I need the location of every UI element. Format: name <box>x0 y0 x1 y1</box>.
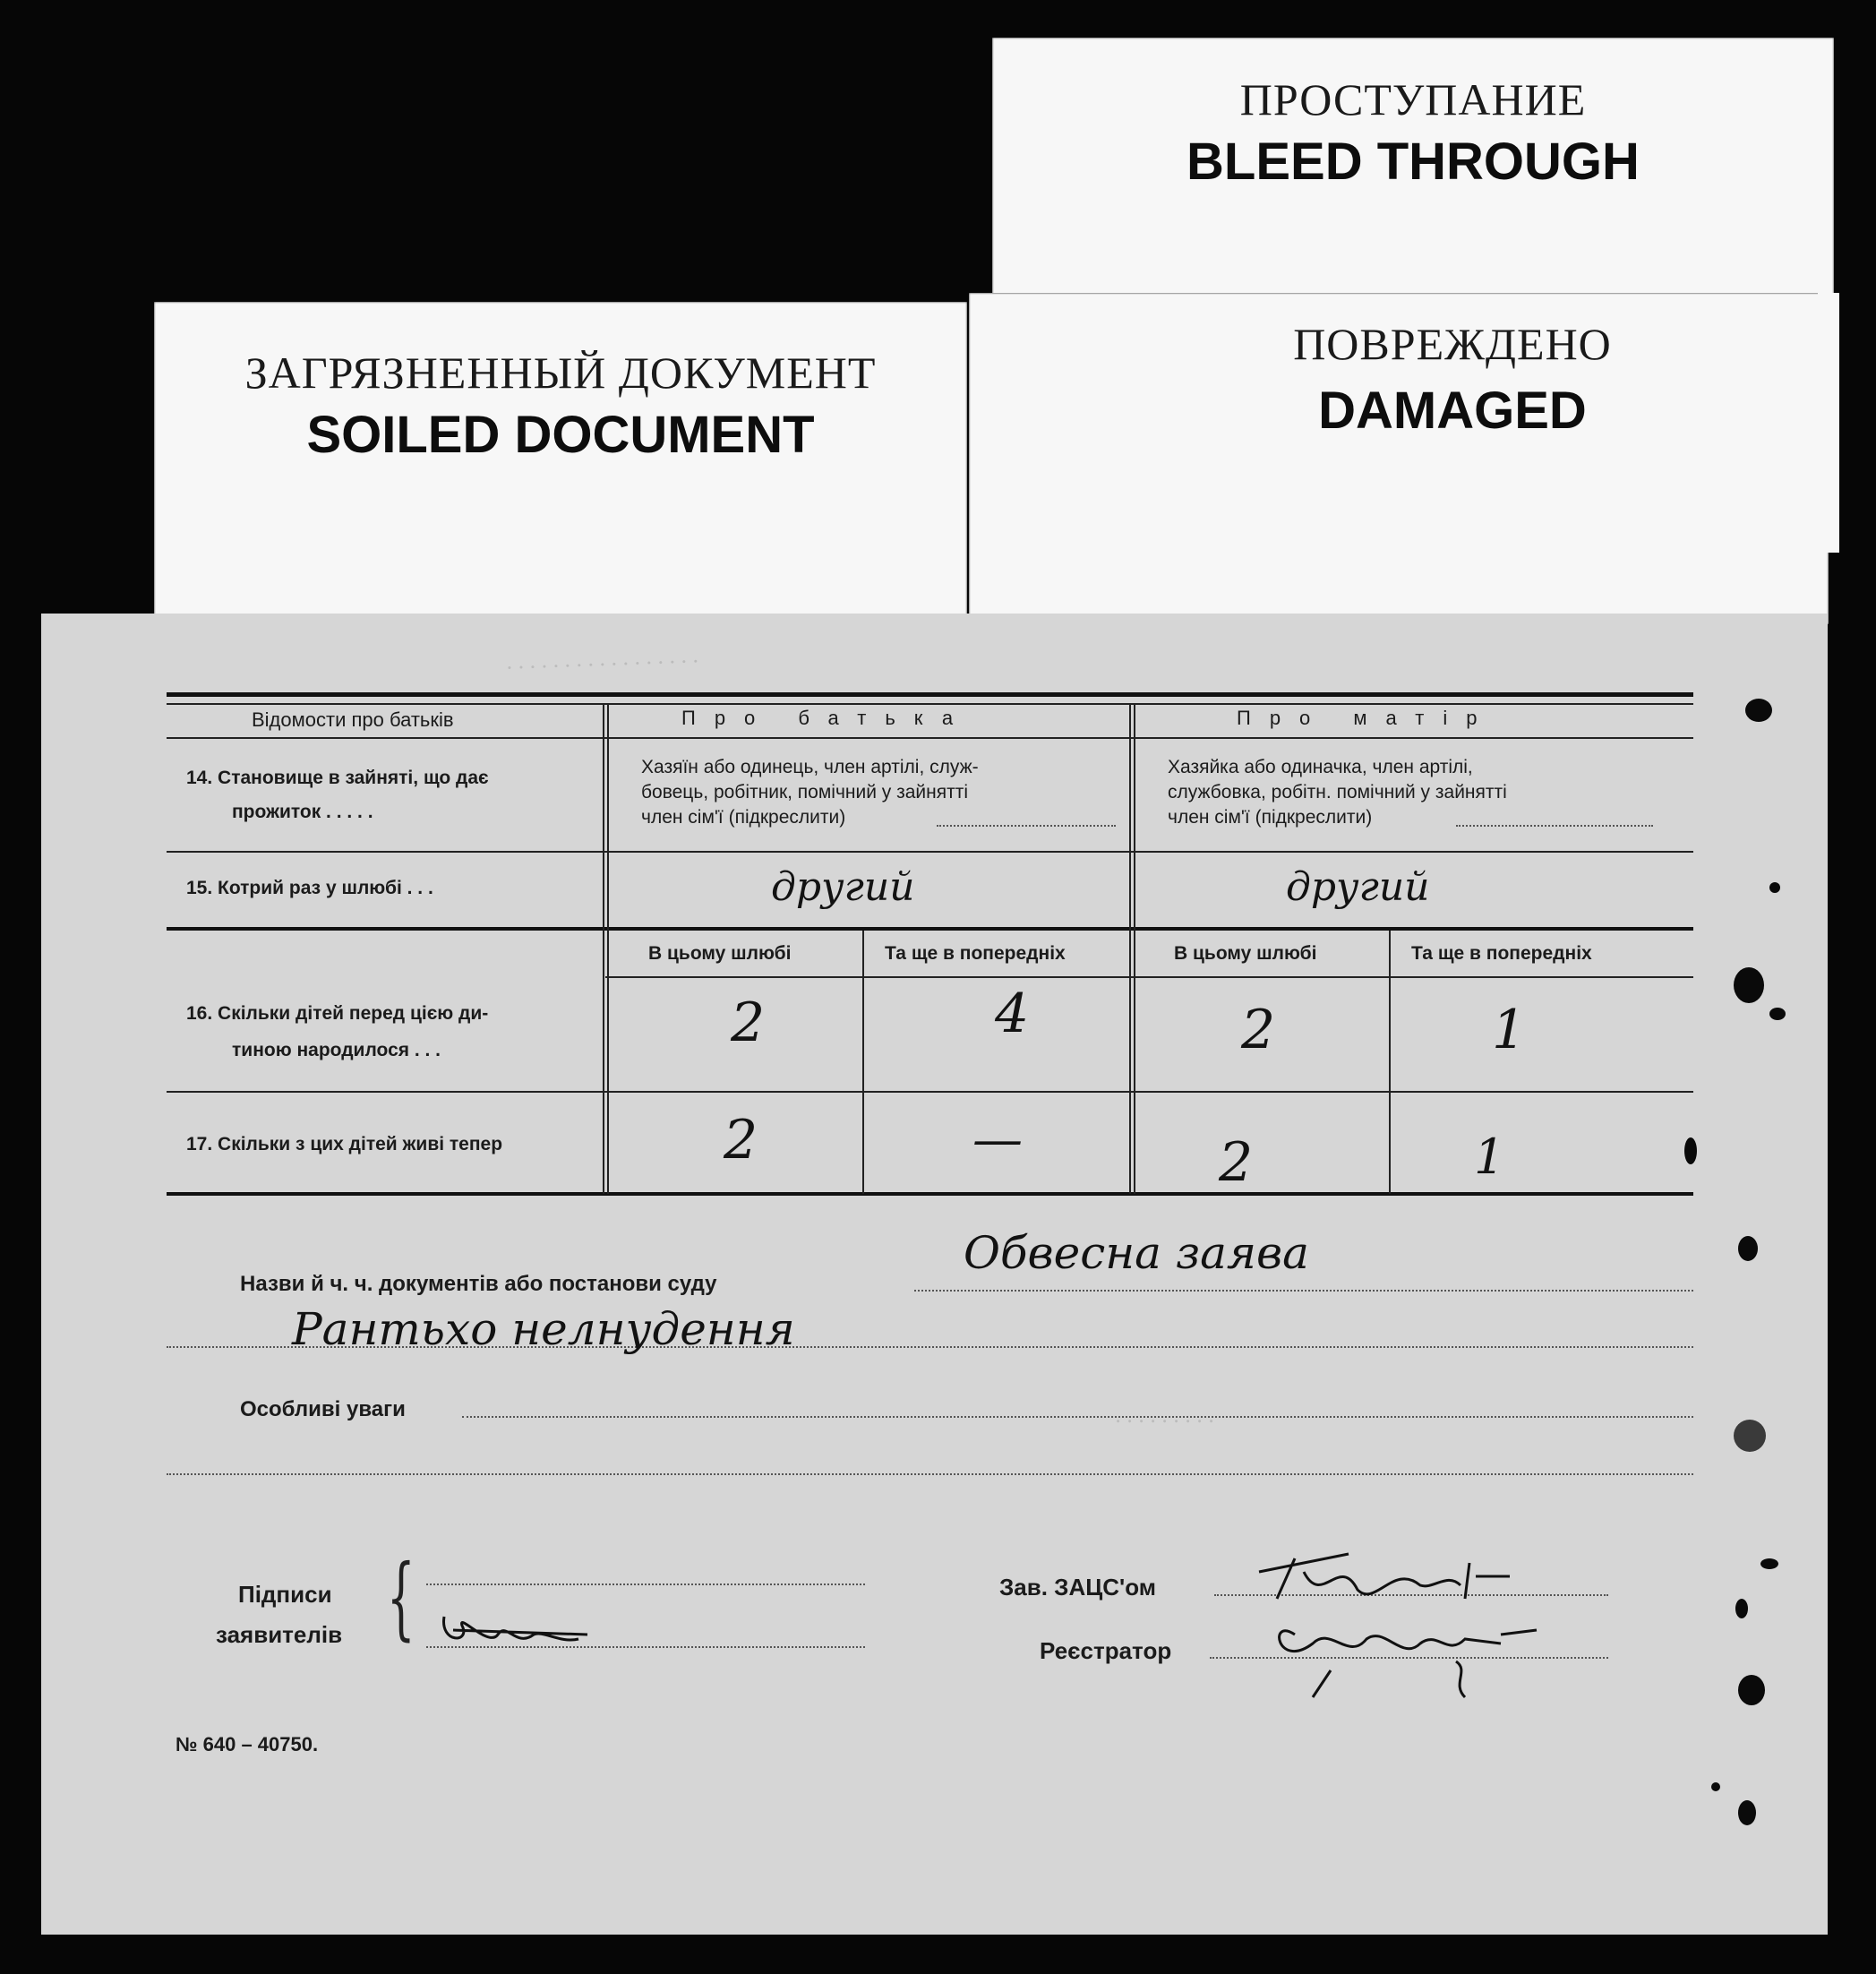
damage-hole <box>1735 1599 1748 1618</box>
row15-bottom-rule <box>167 927 1693 931</box>
subheader-father-this: В цьому шлюбі <box>648 943 792 964</box>
damage-hole <box>1738 1236 1758 1261</box>
row16-label-line2: тиною народилося . . . <box>232 1040 441 1060</box>
official-signatures <box>1241 1536 1599 1706</box>
punch-hole <box>1738 1675 1765 1705</box>
damaged-card <box>969 293 1829 624</box>
row14-father-line3: член сім'ї (підкреслити) <box>641 807 846 828</box>
header-mother: Про матір <box>1237 707 1496 729</box>
remarks-dotted-line <box>462 1416 1693 1418</box>
row14-father-line1: Хазяїн або одинець, член артілі, служ- <box>641 757 979 777</box>
row15-mother-value: другий <box>1286 864 1430 910</box>
row17-mother-this-value: 2 <box>1219 1131 1254 1194</box>
row16-mother-this-value: 2 <box>1241 999 1276 1061</box>
row17-father-previous-value: — <box>972 1111 1023 1169</box>
row14-label-line2: прожиток . . . . . <box>232 802 373 822</box>
soiled-document-russian-label: ЗАГРЯЗНЕННЫЙ ДОКУМЕНТ <box>244 348 877 398</box>
punch-hole <box>1734 1420 1766 1452</box>
documents-label: Назви й ч. ч. документів або постанови суду <box>240 1272 717 1296</box>
column-divider-father-sub <box>862 931 864 1194</box>
soiled-document-card <box>154 302 967 624</box>
row14-label-line1: 14. Становище в зайняті, що дає <box>186 768 489 788</box>
damage-hole <box>1745 699 1772 722</box>
signatures-label-line1: Підписи <box>238 1581 332 1608</box>
head-label: Зав. ЗАЦС'ом <box>999 1574 1156 1601</box>
row17-label: 17. Скільки з цих дітей живі тепер <box>186 1134 503 1154</box>
signatures-brace: { <box>386 1545 415 1650</box>
column-divider-label-double <box>607 703 609 1194</box>
damaged-english-label: DAMAGED <box>1318 382 1587 440</box>
row14-father-dotted-line <box>937 825 1116 827</box>
registrar-label: Реєстратор <box>1040 1637 1172 1664</box>
row14-bottom-line <box>167 851 1693 853</box>
bleed-through-ghost-text: . . . . . . . . . . . . . . . . . <box>506 641 699 674</box>
subheader-mother-previous: Та ще в попередніх <box>1411 943 1592 964</box>
row14-mother-dotted-line <box>1456 825 1653 827</box>
damage-hole <box>1738 1800 1756 1825</box>
row16-label-line1: 16. Скільки дітей перед цією ди- <box>186 1003 489 1024</box>
documents-dotted-line <box>914 1290 1693 1292</box>
damage-hole <box>1711 1782 1720 1791</box>
soiled-document-english-label: SOILED DOCUMENT <box>306 406 815 464</box>
bleed-through-russian-label: ПРОСТУПАНИЕ <box>1239 74 1587 124</box>
table-top-rule <box>167 692 1693 697</box>
signature-line-1 <box>426 1583 865 1585</box>
row16-father-this-value: 2 <box>731 991 766 1054</box>
row16-mother-previous-value: 1 <box>1492 999 1527 1061</box>
bleed-through-ghost-text: . . . . . . . . . <box>1116 1402 1215 1428</box>
subheader-father-previous: Та ще в попередніх <box>885 943 1066 964</box>
row14-father-line2: бовець, робітник, помічний у зайнятті <box>641 782 969 802</box>
remarks-label: Особливі уваги <box>240 1397 406 1421</box>
column-divider-mother-sub <box>1389 931 1391 1194</box>
damage-hole <box>1684 1137 1697 1164</box>
row16-bottom-line <box>167 1091 1693 1093</box>
signatures-label-line2: заявителів <box>216 1621 343 1648</box>
row15-label: 15. Котрий раз у шлюбі . . . <box>186 878 433 898</box>
header-father: Про батька <box>681 707 972 729</box>
column-divider-father-mother <box>1129 703 1131 1194</box>
column-divider-label <box>603 703 604 1194</box>
subheader-mother-this: В цьому шлюбі <box>1174 943 1317 964</box>
subheader-bottom-line <box>605 976 1693 978</box>
damage-hole <box>1769 882 1780 893</box>
damage-hole <box>1769 1008 1786 1020</box>
documents-value-line1: Обвесна заява <box>964 1227 1309 1279</box>
documents-value-line2: Рантьхо нелнудення <box>292 1303 795 1355</box>
column-divider-father-mother-double <box>1134 703 1135 1194</box>
header-label: Відомости про батьків <box>252 708 454 731</box>
row14-mother-line1: Хазяйка або одиначка, член артілі, <box>1168 757 1473 777</box>
damaged-russian-label: ПОВРЕЖДЕНО <box>1293 319 1612 369</box>
bleed-through-english-label: BLEED THROUGH <box>1186 133 1640 191</box>
damage-hole <box>1760 1558 1778 1569</box>
remarks-dotted-line-2 <box>167 1473 1693 1475</box>
form-number: № 640 – 40750. <box>176 1733 319 1755</box>
applicant-signature <box>435 1608 614 1652</box>
row16-father-previous-value: 4 <box>995 983 1030 1045</box>
punch-hole <box>1734 967 1764 1003</box>
table-header-bottom-line <box>167 737 1693 739</box>
registration-form-sheet <box>41 614 1828 1935</box>
table-bottom-rule <box>167 1192 1693 1196</box>
row15-father-value: другий <box>771 864 915 910</box>
row14-mother-line3: член сім'ї (підкреслити) <box>1168 807 1373 828</box>
row14-mother-line2: службовка, робітн. помічний у зайнятті <box>1168 782 1507 802</box>
bleed-through-card <box>992 38 1834 306</box>
row17-father-this-value: 2 <box>724 1109 758 1172</box>
table-header-top-line <box>167 703 1693 705</box>
row17-mother-previous-value: 1 <box>1474 1129 1505 1185</box>
